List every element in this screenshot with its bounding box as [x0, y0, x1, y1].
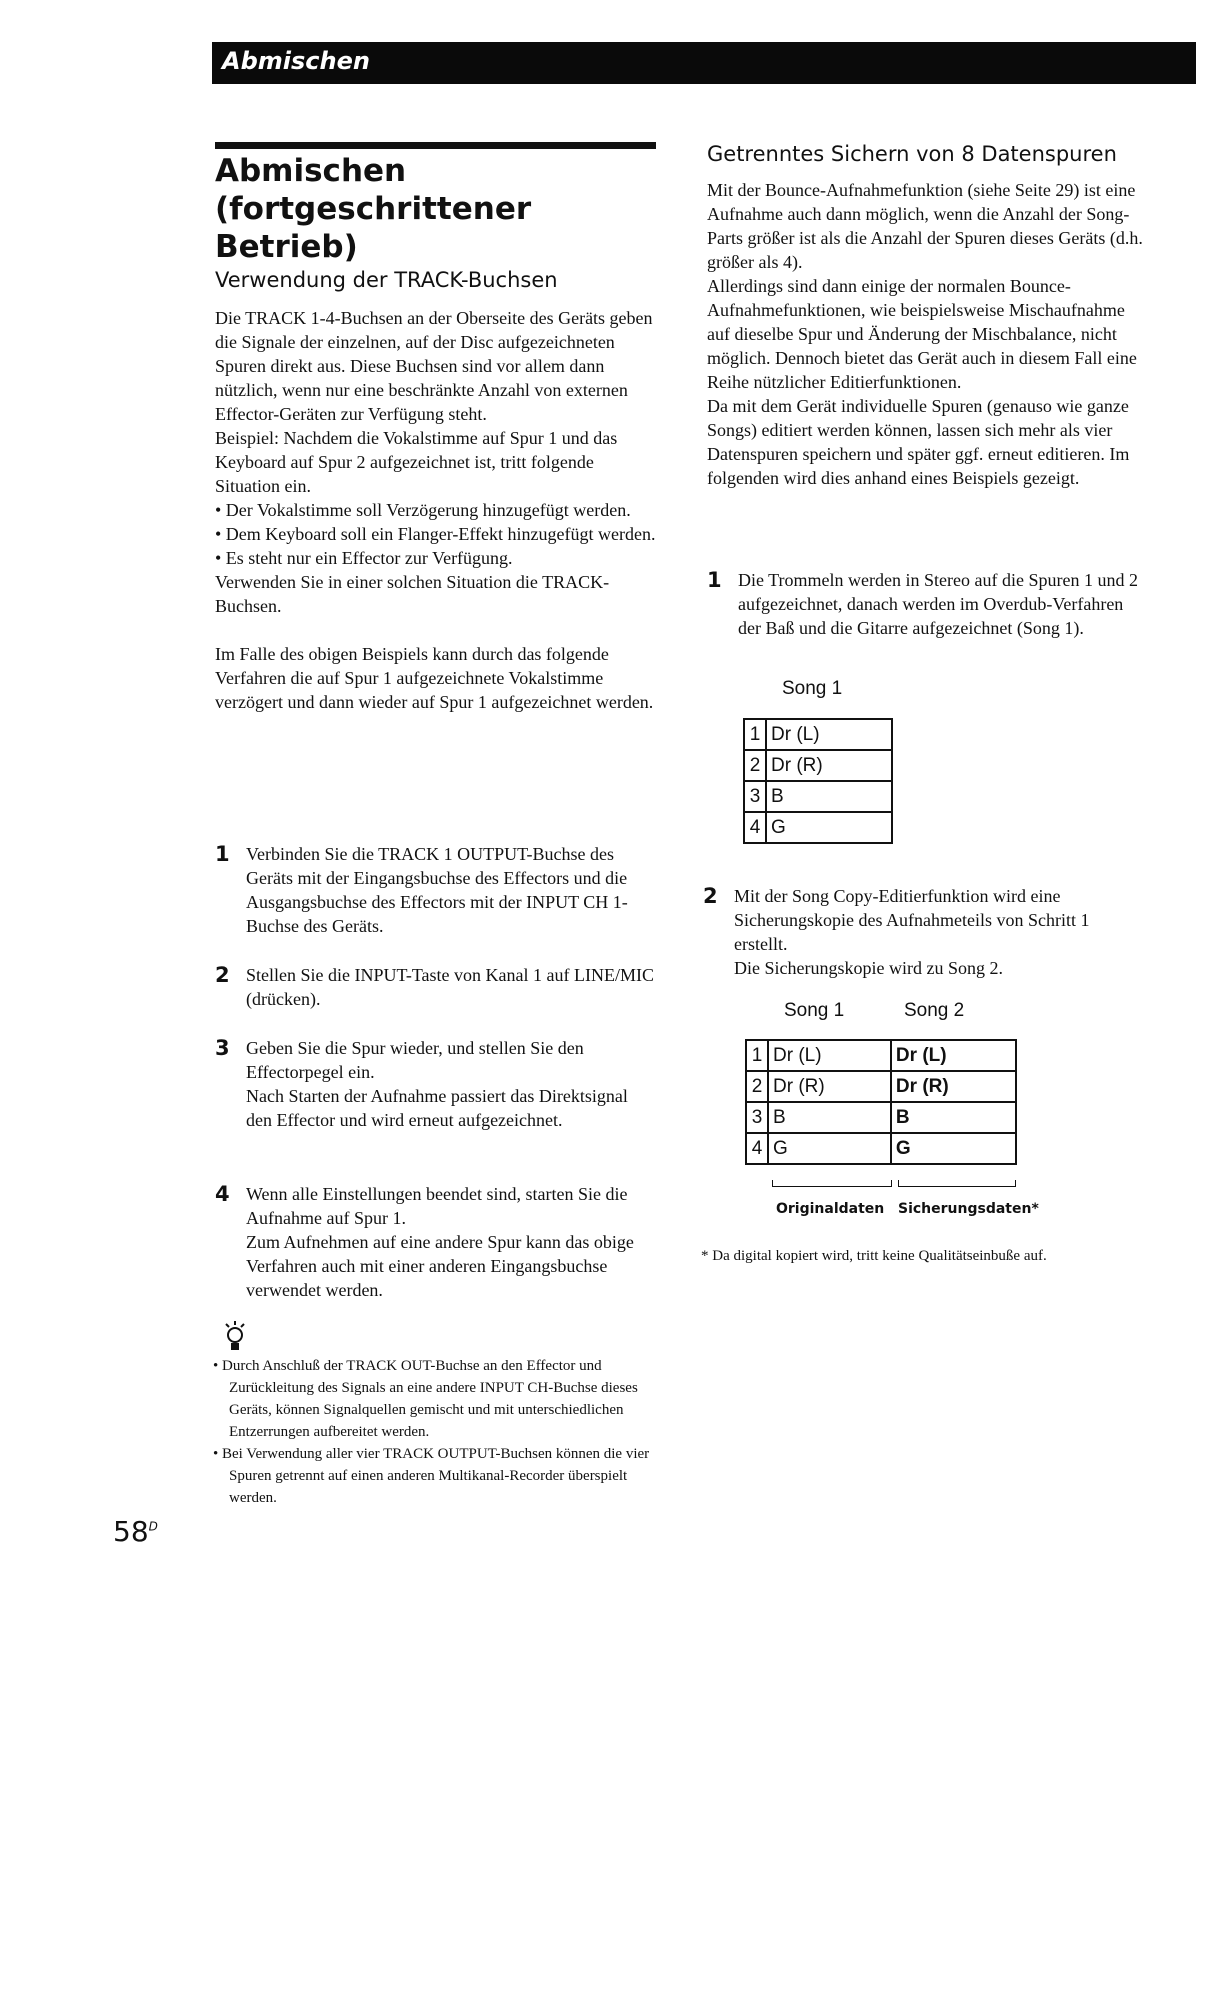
step-4 [215, 1182, 655, 1302]
table-row: 3 B B [746, 1102, 1016, 1133]
left-body [215, 306, 660, 714]
example-text: Beispiel: Nachdem die Vokalstimme auf Spur 1 und das Keyboard auf Spur 2 aufgezeichnet ist, tritt folgende Situation ein. [215, 428, 618, 496]
step-number: 4 [215, 1182, 230, 1206]
bullet: • Es steht nur ein Effector zur Verfügung. [215, 548, 513, 568]
step-2 [215, 963, 655, 1011]
orig-bracket [772, 1180, 892, 1187]
right-step-2 [703, 884, 1143, 980]
intro-text: Die TRACK 1-4-Buchsen an der Oberseite des Geräts geben die Signale der einzelnen, auf der Disc aufgezeichneten Spuren direkt aus. Diese Buchsen sind vor allem dann nützlich, wenn nur eine beschränkte Anzahl von externen Effector-Geräten zur Verfügung steht. [215, 308, 653, 424]
step-subtext: Nach Starten der Aufnahme passiert das Direktsignal den Effector und wird erneut aufgezeichnet. [246, 1086, 628, 1130]
tip-lightbulb-icon [222, 1320, 248, 1359]
backup-bracket [898, 1180, 1016, 1187]
table-row: 4 G G [746, 1133, 1016, 1164]
section-header-bar [212, 42, 1196, 84]
step-text: Wenn alle Einstellungen beendet sind, starten Sie die Aufnahme auf Spur 1. [246, 1184, 628, 1228]
tip-item: • Durch Anschluß der TRACK OUT-Buchse an den Effector und Zurückleitung des Signals an eine andere INPUT CH-Buchse dieses Geräts, können Signalquellen gemischt und mit unterschiedlichen Entzerrungen aufbereitet werden. [213, 1358, 638, 1440]
step-3 [215, 1036, 655, 1132]
step-1 [215, 842, 655, 938]
left-column [215, 268, 660, 714]
procedure-text: Im Falle des obigen Beispiels kann durch das folgende Verfahren die auf Spur 1 aufgezeichnete Vokalstimme verzögert und dann wieder auf Spur 1 aufgezeichnet werden. [215, 644, 654, 712]
song-copy-table [745, 1039, 1017, 1165]
right-heading: Getrenntes Sichern von 8 Datenspuren [707, 142, 1117, 166]
page-title: Abmischen (fortgeschrittener Betrieb) [215, 153, 532, 265]
table-row: 2 Dr (R) [744, 750, 892, 781]
song1-caption: Song 1 [782, 678, 843, 699]
bullet: • Dem Keyboard soll ein Flanger-Effekt hinzugefügt werden. [215, 524, 656, 544]
orig-label: Originaldaten [776, 1201, 885, 1217]
step-number: 3 [215, 1036, 230, 1060]
tips [213, 1355, 653, 1509]
step-text: Geben Sie die Spur wieder, und stellen Sie den Effectorpegel ein. [246, 1038, 584, 1082]
paragraph: Mit der Bounce-Aufnahmefunktion (siehe Seite 29) ist eine Aufnahme auch dann möglich, wenn die Anzahl der Song-Parts größer ist als die Anzahl der Spuren dieses Geräts (d.h. größer als 4). [707, 180, 1143, 272]
table-row: 4 G [744, 812, 892, 843]
song1-table [743, 718, 893, 844]
step-text: Die Trommeln werden in Stereo auf die Spuren 1 und 2 aufgezeichnet, danach werden im Overdub-Verfahren der Baß und die Gitarre aufgezeichnet (Song 1). [738, 570, 1138, 638]
right-body [707, 178, 1147, 490]
tip-item: • Bei Verwendung aller vier TRACK OUTPUT-Buchsen können die vier Spuren getrennt auf einen anderen Multikanal-Recorder überspielt werden. [213, 1446, 650, 1506]
step-subtext: Zum Aufnehmen auf eine andere Spur kann das obige Verfahren auch mit einer anderen Eingangsbuchse verwendet werden. [246, 1232, 634, 1300]
table-row: 2 Dr (R) Dr (R) [746, 1071, 1016, 1102]
step-subtext: Die Sicherungskopie wird zu Song 2. [734, 958, 1003, 978]
step-number: 1 [707, 568, 722, 592]
title-rule [215, 142, 656, 149]
section-title: Abmischen [222, 47, 370, 75]
backup-label: Sicherungsdaten* [898, 1201, 1039, 1217]
use-text: Verwenden Sie in einer solchen Situation die TRACK-Buchsen. [215, 572, 610, 616]
table-row: 3 B [744, 781, 892, 812]
step-text: Mit der Song Copy-Editierfunktion wird eine Sicherungskopie des Aufnahmeteils von Schritt 1 erstellt. [734, 886, 1090, 954]
step-text: Stellen Sie die INPUT-Taste von Kanal 1 auf LINE/MIC (drücken). [246, 965, 654, 1009]
right-column [707, 142, 1147, 490]
table-row: 1 Dr (L) [744, 719, 892, 750]
page-number: $58^D$ [113, 1515, 158, 1548]
right-step-1 [707, 568, 1147, 640]
song2-caption: Song 2 [904, 1000, 965, 1021]
table-row: 1 Dr (L) Dr (L) [746, 1040, 1016, 1071]
step-number: 2 [215, 963, 230, 987]
paragraph: Da mit dem Gerät individuelle Spuren (genauso wie ganze Songs) editiert werden können, lassen sich mehr als vier Datenspuren speichern und später ggf. erneut editieren. Im folgenden wird dies anhand eines Beispiels gezeigt. [707, 396, 1130, 488]
step-number: 1 [215, 842, 230, 866]
left-heading: Verwendung der TRACK-Buchsen [215, 268, 558, 292]
song1-caption-2: Song 1 [784, 1000, 845, 1021]
bullet: • Der Vokalstimme soll Verzögerung hinzugefügt werden. [215, 500, 631, 520]
step-text: Verbinden Sie die TRACK 1 OUTPUT-Buchse des Geräts mit der Eingangsbuchse des Effectors und die Ausgangsbuchse des Effectors mit der INPUT CH 1-Buchse des Geräts. [246, 844, 628, 936]
step-number: 2 [703, 884, 718, 908]
footnote: * Da digital kopiert wird, tritt keine Qualitätseinbuße auf. [701, 1248, 1047, 1264]
paragraph: Allerdings sind dann einige der normalen Bounce-Aufnahmefunktionen, wie beispielsweise Mischaufnahme auf dieselbe Spur und Änderung der Mischbalance, nicht möglich. Dennoch bietet das Gerät auch in diesem Fall eine Reihe nützlicher Editierfunktionen. [707, 276, 1137, 392]
